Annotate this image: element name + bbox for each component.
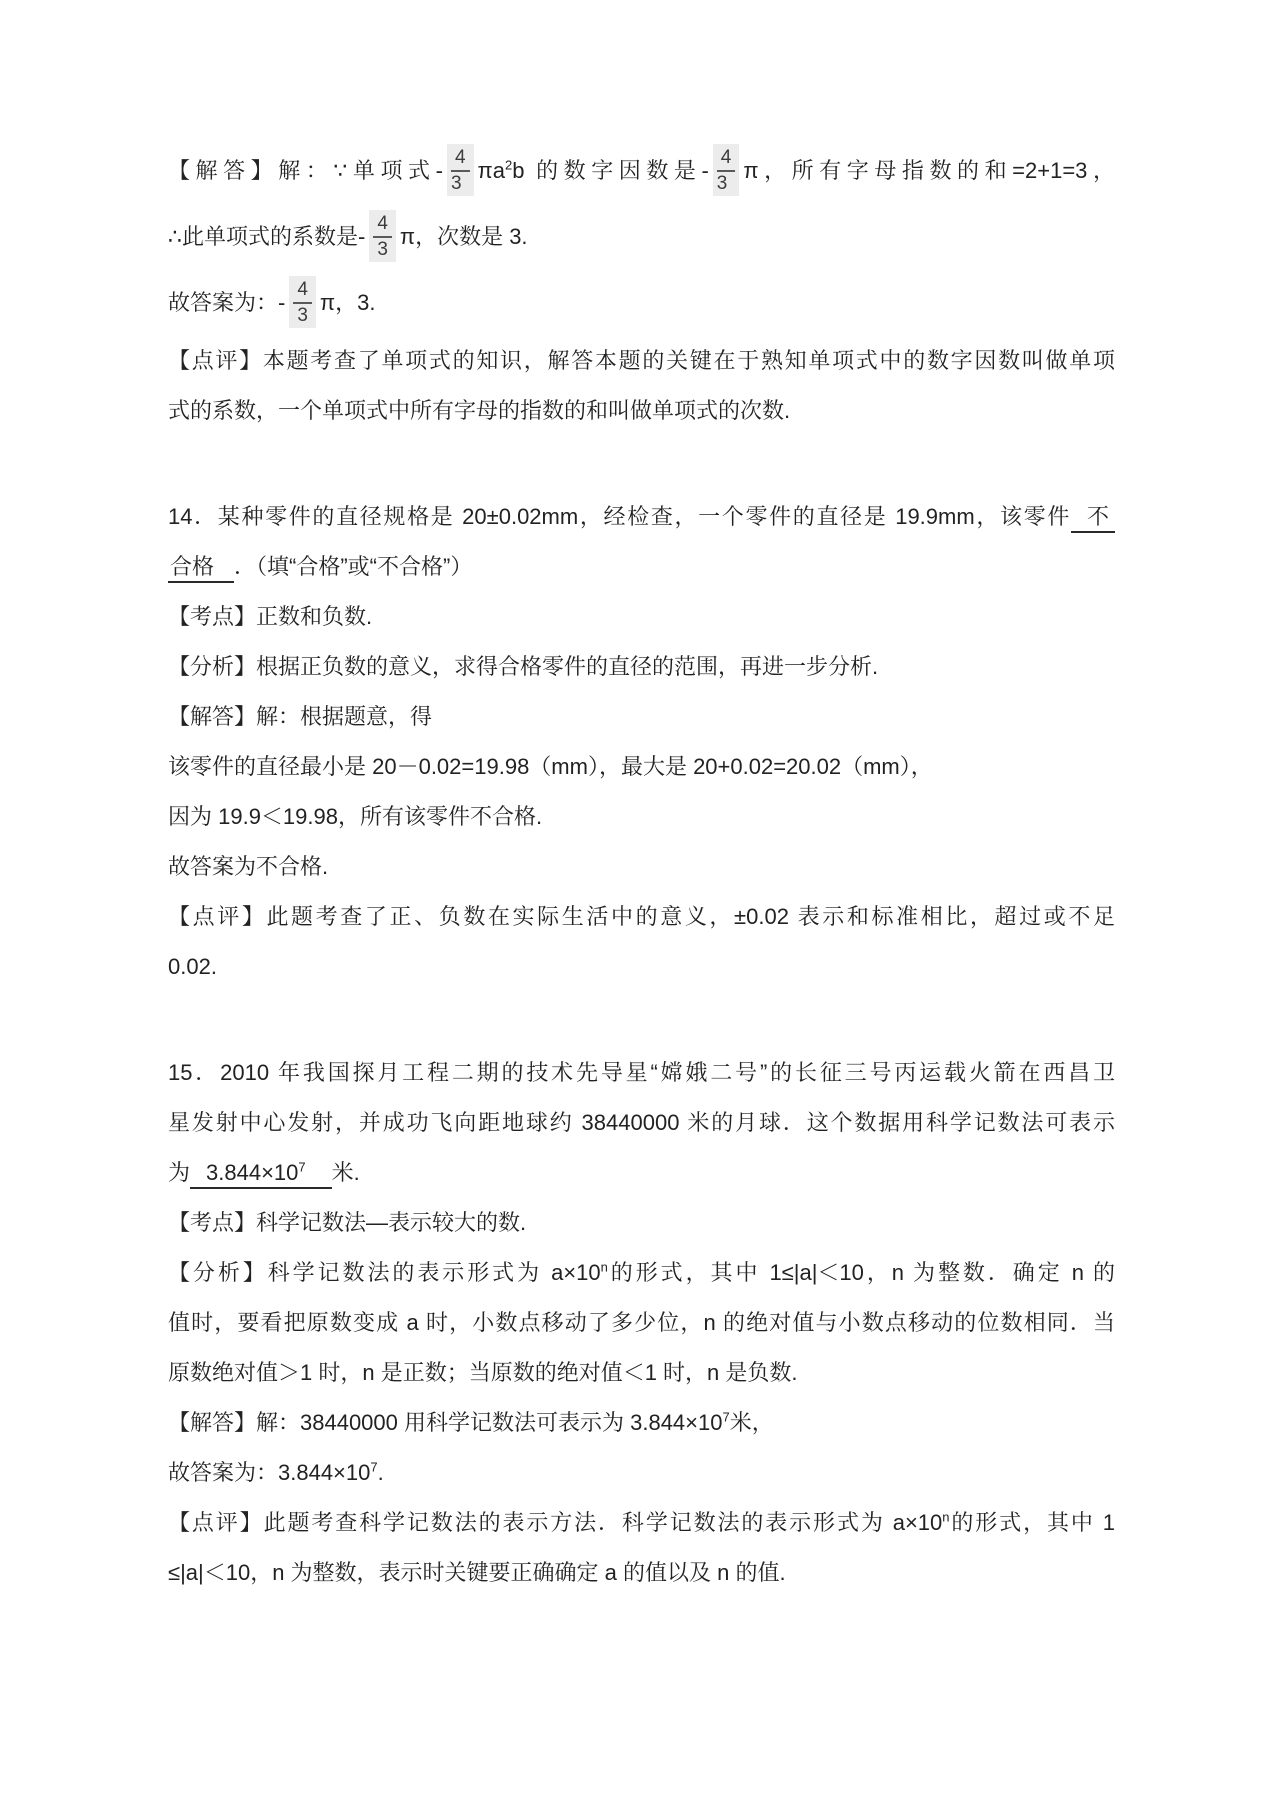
q15-jieda-line-1 <box>168 1398 1115 1448</box>
text-run: 星发射中心发射，并成功飞向距地球约 38440000 米的月球．这个数据用科学记数法可表示 <box>168 1110 1115 1135</box>
text-run: ．（填“合格”或“不合格”） <box>234 554 473 579</box>
q13-solution-section <box>168 138 1115 436</box>
fraction-four-thirds <box>369 210 396 263</box>
text-run: 为 <box>168 1160 191 1185</box>
q14-answer-blank-part-2: 合格 <box>168 554 234 583</box>
text-run: 【点评】此题考查科学记数法的表示方法．科学记数法的表示形式为 a×10 <box>168 1510 943 1535</box>
q13-solution-line-2 <box>168 204 1115 270</box>
q15-answer-base: 3.844×10 <box>206 1160 299 1185</box>
q13-solution-line-1 <box>168 138 1115 204</box>
text-run: π，所有字母指数的和=2+1=3， <box>743 158 1115 183</box>
superscript-exponent: 2 <box>504 157 513 173</box>
text-run: 【分析】根据正负数的意义，求得合格零件的直径的范围，再进一步分析. <box>168 654 879 679</box>
fraction-four-thirds <box>289 276 316 329</box>
text-run: 【解答】解：38440000 用科学记数法可表示为 3.844×10 <box>168 1410 723 1435</box>
q13-solution-line-3 <box>168 270 1115 336</box>
text-run: 【解答】解：根据题意，得 <box>168 704 433 729</box>
q13-comment-line-2 <box>168 386 1115 436</box>
fraction-denominator: 3 <box>297 305 308 327</box>
q14-jieda-line-4 <box>168 842 1115 892</box>
superscript-exponent: 7 <box>370 1459 378 1475</box>
text-run: 原数绝对值＞1 时，n 是正数；当原数的绝对值＜1 时，n 是负数. <box>168 1360 798 1385</box>
q14-jieda-line-2 <box>168 742 1115 792</box>
text-run: ≤|a|＜10，n 为整数，表示时关键要正确确定 a 的值以及 n 的值. <box>168 1560 786 1585</box>
text-run: 【分析】科学记数法的表示形式为 a×10 <box>168 1260 601 1285</box>
q14-stem-line-1 <box>168 492 1115 542</box>
superscript-exponent: 7 <box>722 1409 730 1425</box>
text-run: 【考点】科学记数法—表示较大的数. <box>168 1210 527 1235</box>
q15-answer-line <box>168 1448 1115 1498</box>
q14-kaodian-line <box>168 592 1115 642</box>
q15-dianping-line-2 <box>168 1548 1115 1598</box>
text-run: . <box>377 1460 384 1485</box>
q14-jieda-line-3 <box>168 792 1115 842</box>
text-run: 米. <box>331 1160 360 1185</box>
superscript-exponent: 7 <box>298 1159 306 1175</box>
superscript-exponent: n <box>600 1259 608 1275</box>
q14-stem-line-2 <box>168 542 1115 592</box>
q15-stem-line-3 <box>168 1148 1115 1198</box>
superscript-exponent: n <box>942 1509 950 1525</box>
text-run: 值时，要看把原数变成 a 时，小数点移动了多少位，n 的绝对值与小数点移动的位数相同．当 <box>168 1310 1115 1335</box>
text-run: 因为 19.9＜19.98，所有该零件不合格. <box>168 804 543 829</box>
text-run: π，次数是 3. <box>399 224 528 249</box>
text-run: 故答案为：- <box>168 290 286 315</box>
q14-fenxi-line <box>168 642 1115 692</box>
text-run: 的形式，其中 1 <box>949 1510 1115 1535</box>
fraction-numerator: 4 <box>293 279 312 304</box>
text-run: 【点评】此题考查了正、负数在实际生活中的意义，±0.02 表示和标准相比，超过或不足 <box>168 904 1115 929</box>
text-run: 【点评】本题考查了单项式的知识，解答本题的关键在于熟知单项式中的数字因数叫做单项 <box>168 348 1115 373</box>
text-run: 【考点】正数和负数. <box>168 604 373 629</box>
text-run: 的形式，其中 1≤|a|＜10，n 为整数．确定 n 的 <box>607 1260 1115 1285</box>
text-run: πa <box>477 158 505 183</box>
text-run: 故答案为：3.844×10 <box>168 1460 371 1485</box>
fraction-numerator: 4 <box>373 213 392 238</box>
q14-dianping-line-2 <box>168 942 1115 992</box>
fraction-numerator: 4 <box>717 147 736 172</box>
q13-comment-line-1 <box>168 336 1115 386</box>
fraction-denominator: 3 <box>716 173 728 195</box>
q15-fenxi-line-2 <box>168 1298 1115 1348</box>
q14-jieda-line-1 <box>168 692 1115 742</box>
q15-stem-line-1 <box>168 1048 1115 1098</box>
fraction-four-thirds <box>447 144 474 197</box>
text-run: 14．某种零件的直径规格是 20±0.02mm，经检查，一个零件的直径是 19.9mm，该零件 <box>168 504 1071 529</box>
q14-section <box>168 492 1115 992</box>
text-run: ∴此单项式的系数是- <box>168 224 366 249</box>
text-run: b 的数字因数是- <box>512 158 709 183</box>
text-run: 米， <box>729 1410 774 1435</box>
q15-stem-line-2 <box>168 1098 1115 1148</box>
text-run: 0.02. <box>168 954 217 979</box>
q15-section <box>168 1048 1115 1598</box>
text-run: 该零件的直径最小是 20－0.02=19.98（mm），最大是 20+0.02=20.02（mm）， <box>168 754 933 779</box>
q15-kaodian-line <box>168 1198 1115 1248</box>
q14-answer-blank-part-1: 不 <box>1071 504 1115 533</box>
text-run: 15．2010 年我国探月工程二期的技术先导星“嫦娥二号”的长征三号丙运载火箭在西昌卫 <box>168 1060 1115 1085</box>
fraction-denominator: 3 <box>377 239 388 261</box>
q15-answer-blank <box>190 1160 332 1189</box>
q15-fenxi-line-1 <box>168 1248 1115 1298</box>
text-run: 故答案为不合格. <box>168 854 329 879</box>
q15-dianping-line-1 <box>168 1498 1115 1548</box>
q15-fenxi-line-3 <box>168 1348 1115 1398</box>
text-run: 式的系数，一个单项式中所有字母的指数的和叫做单项式的次数. <box>168 398 791 423</box>
q14-dianping-line-1 <box>168 892 1115 942</box>
fraction-numerator: 4 <box>451 147 470 172</box>
fraction-four-thirds <box>713 144 740 197</box>
fraction-denominator: 3 <box>450 173 462 195</box>
text-run: 【解答】解：∵单项式- <box>168 158 443 183</box>
text-run: π，3. <box>319 290 376 315</box>
